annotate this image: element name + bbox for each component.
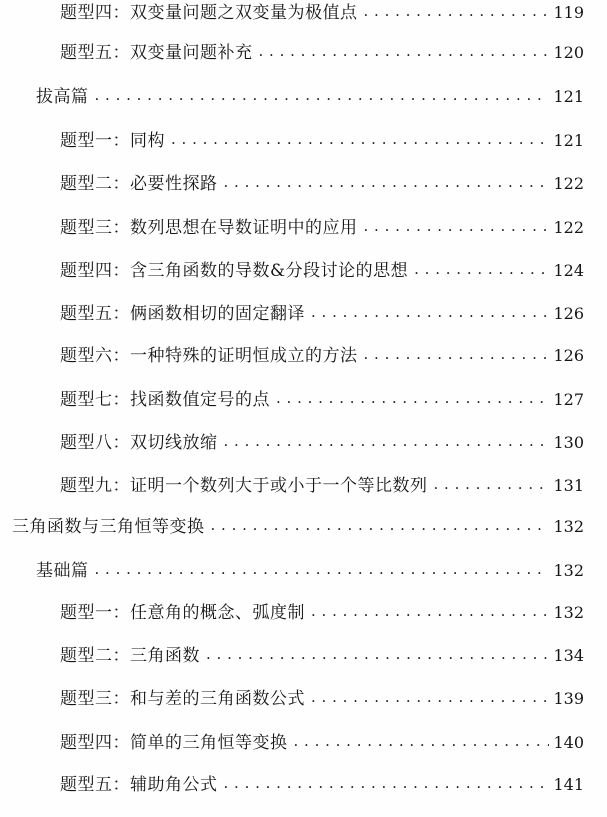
toc-entry-title: 题型六：一种特殊的证明恒成立的方法 — [60, 346, 358, 366]
dot-leader — [364, 343, 550, 365]
dot-leader — [414, 258, 549, 280]
toc-entry — [60, 688, 584, 710]
dot-leader — [171, 128, 549, 150]
toc-entry-page: 121 — [553, 131, 584, 150]
dot-leader — [95, 558, 550, 580]
dot-leader — [95, 84, 550, 106]
toc-entry-page: 126 — [553, 304, 584, 323]
toc-entry-page: 124 — [553, 261, 584, 280]
dot-leader — [311, 600, 549, 622]
toc-entry-title: 题型三：和与差的三角函数公式 — [60, 689, 305, 709]
toc-entry — [60, 345, 584, 367]
toc-entry-page: 120 — [553, 43, 584, 62]
toc-entry-page: 132 — [553, 517, 584, 536]
toc-entry — [60, 645, 584, 667]
dot-leader — [311, 301, 549, 323]
toc-entry — [60, 2, 584, 24]
toc-entry-page: 132 — [553, 603, 584, 622]
toc-entry-page: 119 — [553, 3, 584, 22]
dot-leader — [311, 686, 549, 708]
toc-entry-page: 131 — [553, 476, 584, 495]
toc-entry — [60, 432, 584, 454]
toc-entry-title: 题型九：证明一个数列大于或小于一个等比数列 — [60, 476, 428, 496]
toc-entry-page: 126 — [553, 346, 584, 365]
toc-entry-title: 拔高篇 — [36, 87, 89, 107]
dot-leader — [434, 473, 550, 495]
toc-entry-page: 132 — [553, 561, 584, 580]
toc-entry — [60, 173, 584, 195]
toc-entry-page: 139 — [553, 689, 584, 708]
toc-entry — [12, 516, 584, 538]
toc-entry-page: 127 — [553, 390, 584, 409]
toc-entry — [60, 217, 584, 239]
toc-entry — [60, 774, 584, 796]
toc-entry — [60, 260, 584, 282]
toc-entry-page: 122 — [553, 218, 584, 237]
dot-leader — [224, 171, 550, 193]
dot-leader — [224, 430, 550, 452]
dot-leader — [224, 772, 550, 794]
toc-entry-title: 题型五：双变量问题补充 — [60, 43, 253, 63]
toc-entry — [60, 602, 584, 624]
toc-entry — [60, 303, 584, 325]
toc-entry-title: 题型二：必要性探路 — [60, 174, 218, 194]
dot-leader — [364, 215, 550, 237]
toc-entry-page: 134 — [553, 646, 584, 665]
toc-entry-page: 140 — [553, 733, 584, 752]
toc-entry — [36, 86, 584, 108]
toc-entry-title: 题型五：辅助角公式 — [60, 775, 218, 795]
toc-entry — [36, 560, 584, 582]
dot-leader — [294, 730, 550, 752]
toc-entry-title: 题型一：任意角的概念、弧度制 — [60, 603, 305, 623]
toc-entry-title: 题型一：同构 — [60, 131, 165, 151]
dot-leader — [259, 40, 550, 62]
toc-entry-page: 122 — [553, 174, 584, 193]
toc-entry-title: 基础篇 — [36, 561, 89, 581]
toc-entry-page: 130 — [553, 433, 584, 452]
dot-leader — [206, 643, 549, 665]
dot-leader — [364, 0, 550, 22]
toc-entry — [60, 475, 584, 497]
toc-entry — [60, 130, 584, 152]
toc-entry — [60, 389, 584, 411]
toc-entry-title: 题型四：含三角函数的导数&分段讨论的思想 — [60, 261, 409, 281]
toc-entry-page: 141 — [553, 775, 584, 794]
toc-entry — [60, 42, 584, 64]
toc-entry-title: 三角函数与三角恒等变换 — [12, 517, 205, 537]
dot-leader — [211, 514, 550, 536]
toc-entry-title: 题型四：双变量问题之双变量为极值点 — [60, 3, 358, 23]
toc-entry-title: 题型五：俩函数相切的固定翻译 — [60, 304, 305, 324]
dot-leader — [276, 387, 549, 409]
toc-entry-title: 题型四：简单的三角恒等变换 — [60, 733, 288, 753]
toc-entry-title: 题型八：双切线放缩 — [60, 433, 218, 453]
toc-entry-title: 题型七：找函数值定号的点 — [60, 390, 270, 410]
toc-entry — [60, 732, 584, 754]
toc-entry-title: 题型三：数列思想在导数证明中的应用 — [60, 218, 358, 238]
toc-entry-title: 题型二：三角函数 — [60, 646, 200, 666]
toc-entry-page: 121 — [553, 87, 584, 106]
